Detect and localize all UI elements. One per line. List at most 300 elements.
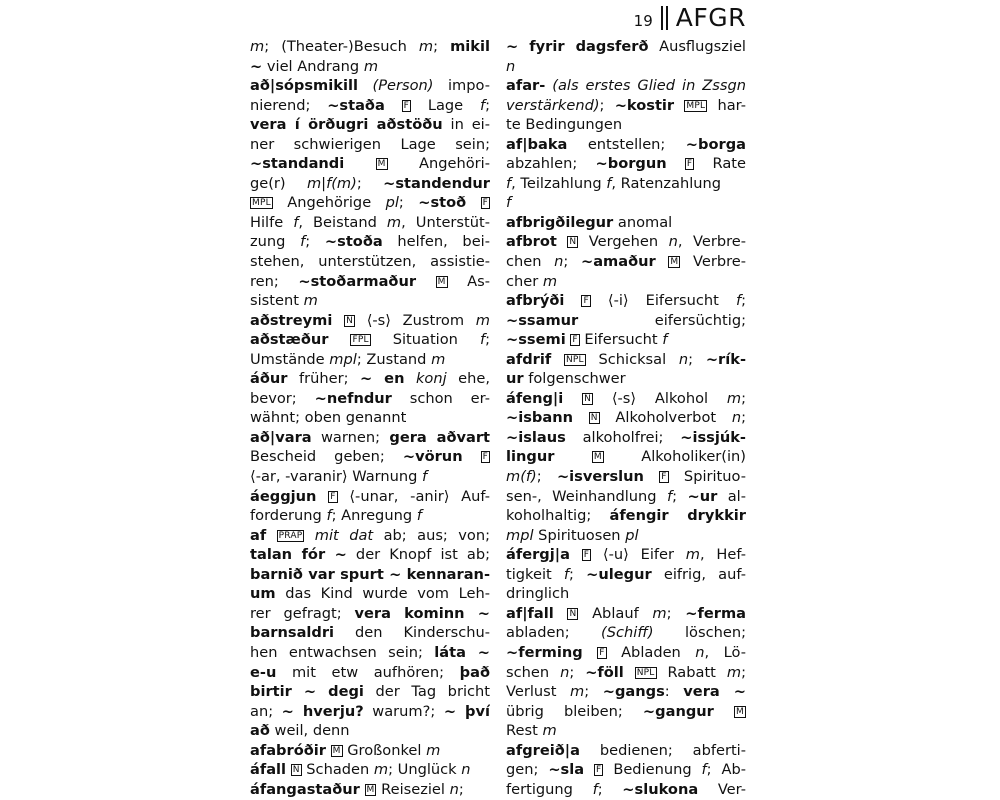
gender-badge: N	[346, 315, 354, 326]
italic-label: m	[726, 389, 742, 407]
entry-line	[506, 623, 746, 643]
entry-text: :	[664, 683, 684, 701]
italic-label: m	[418, 38, 434, 55]
entry-text	[466, 194, 480, 211]
italic-label: n	[461, 761, 471, 779]
italic-label: m	[363, 57, 379, 75]
entry-text	[624, 664, 635, 681]
headword: ~isbann	[506, 409, 573, 427]
entry-text: viel Andrang	[262, 57, 364, 75]
gender-badge: MPL	[686, 100, 706, 111]
entry-line	[250, 369, 490, 389]
italic-label: konj	[415, 370, 447, 388]
entry-text: impo-	[433, 77, 490, 95]
entry-text: alkoholfrei;	[565, 428, 681, 446]
italic-label: f	[300, 233, 306, 251]
entry-text: ehe,	[446, 370, 490, 388]
entry-line	[250, 604, 490, 624]
entry-text: ;	[485, 331, 490, 349]
headword: afar-	[506, 77, 546, 95]
entry-text	[554, 448, 591, 465]
entry-text: ;	[666, 604, 686, 622]
entry-text: Situation	[370, 331, 480, 349]
entry-text: den Kinderschu-	[334, 624, 490, 642]
entry-text: , Hef-	[700, 546, 746, 564]
entry-line	[250, 526, 490, 546]
headword: ~standandi	[250, 155, 345, 173]
gender-badge: M	[366, 784, 375, 795]
entry-text: , Ratenzahlung	[611, 174, 722, 192]
entry-line	[250, 37, 490, 57]
gender-badge: F	[583, 296, 589, 307]
headword: afbrýði	[506, 292, 565, 310]
entry-text	[385, 97, 402, 114]
entry-line	[506, 76, 746, 96]
entry-text: tigkeit	[506, 565, 564, 583]
entry-line	[250, 174, 490, 194]
headword: vera í örðugri aðstöðu	[250, 116, 443, 134]
entry-line	[250, 428, 490, 448]
gender-badge: N	[584, 393, 592, 404]
entry-line	[250, 115, 490, 135]
entry-text: Hilfe	[250, 213, 294, 231]
italic-label: f	[592, 780, 598, 798]
entry-text: ge(r)	[250, 174, 307, 192]
page-header	[600, 2, 746, 32]
entry-line	[506, 232, 746, 252]
headword: vera ~	[683, 683, 746, 701]
entry-text: eifersüchtig;	[578, 311, 746, 329]
entry-line	[506, 760, 746, 780]
headword: ~staða	[327, 96, 385, 114]
headword: ~gangs	[602, 683, 665, 701]
entry-line	[506, 96, 746, 116]
headword: afabróðir	[250, 741, 326, 759]
entry-text: ;	[433, 38, 451, 55]
page-number: 19	[633, 12, 653, 30]
entry-text: ;	[536, 468, 557, 486]
entry-text: ;	[597, 780, 623, 798]
gender-badge: M	[377, 159, 386, 170]
entry-text: nierend;	[250, 96, 328, 114]
entry-line	[250, 623, 490, 643]
entry-text: ;	[305, 233, 325, 251]
entry-line	[250, 584, 490, 604]
entry-text	[583, 644, 597, 661]
entry-text: warnen;	[311, 428, 390, 446]
entry-text: schon er-	[391, 389, 490, 407]
entry-text	[714, 703, 734, 720]
entry-line	[506, 213, 746, 233]
entry-text: schen	[506, 663, 561, 681]
entry-line	[250, 154, 490, 174]
headword: aðstæður	[250, 331, 329, 349]
entry-line	[250, 702, 490, 722]
entry-line	[506, 408, 746, 428]
entry-text: ab; aus; von;	[373, 526, 490, 544]
entry-line	[506, 389, 746, 409]
entry-line	[506, 350, 746, 370]
entry-text: sistent	[250, 292, 304, 310]
entry-line	[250, 565, 490, 585]
italic-label: m(f)	[506, 468, 537, 486]
headword: ~ur	[687, 487, 718, 505]
headword: ~issjúk-	[680, 428, 746, 446]
italic-label: m	[426, 741, 441, 759]
italic-label: f	[606, 174, 612, 192]
entry-text: zung	[250, 233, 301, 251]
italic-label: (als erstes Glied in Zssgn	[552, 77, 746, 95]
entry-text	[332, 312, 344, 329]
entry-text: Bescheid geben;	[250, 448, 403, 466]
headword: ~ fyrir dagsferð	[506, 38, 649, 55]
gender-badge: F	[482, 452, 488, 463]
dictionary-column-left	[250, 37, 490, 799]
headword: af|baka	[506, 135, 568, 153]
entry-text: Verbre-	[680, 253, 746, 271]
entry-text: an;	[250, 702, 282, 720]
italic-label: f	[662, 331, 668, 349]
entry-text: Spirituosen	[533, 526, 626, 544]
entry-text: der Knopf ist ab;	[346, 546, 490, 564]
headword: að|sópsmikill	[250, 77, 358, 95]
entry-line	[506, 37, 746, 57]
entry-text: abladen;	[506, 624, 602, 642]
italic-label: mpl	[329, 350, 357, 368]
gender-badge: F	[661, 472, 667, 483]
entry-line	[250, 447, 490, 467]
entry-text: weil, denn	[269, 722, 350, 740]
entry-line	[506, 174, 746, 194]
entry-text: dringlich	[506, 585, 570, 603]
entry-text: ⟨-ar, -varanir⟩ Warnung	[250, 468, 423, 486]
entry-line	[250, 311, 490, 331]
entry-text: bedienen; abferti-	[579, 741, 746, 759]
entry-text: Großonkel	[342, 741, 427, 759]
headword: áeggjun	[250, 487, 317, 505]
entry-text: Alkoholverbot	[599, 409, 732, 427]
gender-badge: N	[292, 765, 300, 776]
entry-line	[250, 57, 490, 77]
entry-text	[416, 273, 436, 290]
headword: ~ því	[443, 702, 490, 720]
headword: um	[250, 585, 276, 603]
entry-text: Angehörige	[272, 194, 386, 212]
entry-line	[250, 389, 490, 409]
entry-text	[328, 331, 350, 348]
entry-text: löschen;	[653, 624, 746, 642]
entry-text	[316, 488, 328, 505]
headword: gera aðvart	[389, 428, 490, 446]
entry-text: Reiseziel	[376, 780, 450, 798]
entry-text	[404, 370, 416, 387]
entry-line	[506, 643, 746, 663]
entry-text	[557, 233, 568, 250]
headword: áfall	[250, 761, 287, 779]
entry-text: Umstände	[250, 350, 330, 368]
entry-line	[506, 702, 746, 722]
headword: ~ferming	[506, 643, 583, 661]
headword: áfengir drykkir	[609, 507, 746, 525]
entry-text: te Bedingungen	[506, 116, 623, 134]
entry-text: ⟨-unar, -anir⟩ Auf-	[337, 487, 490, 505]
italic-label: f	[506, 174, 512, 192]
entry-text: ;	[485, 96, 490, 114]
gender-badge: PRÄP	[278, 530, 303, 541]
entry-text: ;	[569, 663, 586, 681]
entry-line	[506, 565, 746, 585]
gender-badge: F	[330, 491, 336, 502]
headword: ~slukona	[622, 780, 699, 798]
entry-line	[250, 682, 490, 702]
entry-text: ; Zustand	[356, 350, 432, 368]
entry-line	[506, 682, 746, 702]
headword: afbrigðilegur	[506, 213, 614, 231]
headword: ~gangur	[642, 702, 714, 720]
italic-label: m	[652, 604, 667, 622]
entry-text: der Tag bricht	[363, 683, 490, 701]
italic-label: f	[506, 194, 512, 212]
gender-badge: F	[583, 550, 590, 561]
entry-text: ; (Theater-)Besuch	[264, 38, 419, 55]
gender-badge: NPL	[636, 667, 655, 678]
entry-text: Ausflugsziel	[648, 38, 746, 55]
headword: ~borga	[685, 135, 746, 153]
entry-text: Eifersucht	[579, 331, 663, 349]
entry-text	[344, 155, 375, 172]
italic-label: n	[449, 780, 459, 798]
headword: aðstreymi	[250, 311, 333, 329]
entry-text	[667, 155, 685, 172]
headword: ~ulegur	[586, 565, 652, 583]
guide-word: AFGR	[675, 3, 746, 32]
gender-badge: N	[569, 237, 577, 248]
entry-text: chen	[506, 253, 555, 271]
entry-line	[506, 663, 746, 683]
headword: ~borgun	[595, 155, 667, 173]
entry-text: ⟨-u⟩ Eifer	[591, 546, 686, 564]
entry-line	[250, 76, 490, 96]
italic-label: f	[416, 507, 422, 525]
entry-line	[250, 272, 490, 292]
entry-line	[250, 760, 490, 780]
italic-label: f	[735, 292, 742, 310]
entry-line	[506, 311, 746, 331]
entry-text: warum?;	[363, 702, 444, 720]
headword: ~	[250, 57, 263, 75]
entry-text: stehen, unterstützen, assistie-	[250, 253, 490, 271]
entry-line	[250, 252, 490, 272]
entry-text: Schicksal	[585, 350, 679, 368]
gender-badge: F	[599, 647, 605, 658]
entry-line	[250, 545, 490, 565]
entry-line	[250, 193, 490, 213]
headword: áfeng|i	[506, 389, 564, 407]
entry-text: Lage	[411, 96, 480, 114]
italic-label: f	[422, 468, 428, 486]
headword: ~stoð	[418, 194, 467, 212]
entry-text: Alkoholiker(in)	[603, 448, 746, 466]
entry-text	[554, 605, 568, 622]
entry-text: ;	[356, 174, 384, 192]
entry-line	[506, 721, 746, 741]
gender-badge: MPL	[252, 198, 271, 209]
gender-badge: F	[572, 335, 578, 346]
entry-line	[506, 154, 746, 174]
italic-label: (Schiff)	[601, 624, 654, 642]
entry-line	[250, 643, 490, 663]
headword: e-u	[250, 663, 277, 681]
entry-text: hen entwachsen sein;	[250, 643, 435, 661]
italic-label: f	[479, 331, 486, 349]
entry-text: Schaden	[301, 761, 374, 779]
italic-label: f	[701, 761, 707, 779]
gender-badge: F	[482, 198, 489, 209]
entry-line	[506, 447, 746, 467]
entry-text: ; Ab-	[706, 761, 746, 779]
entry-line	[250, 487, 490, 507]
entry-line	[506, 272, 746, 292]
entry-line	[506, 584, 746, 604]
headword: af|fall	[506, 604, 554, 622]
entry-text: Ver-	[698, 780, 746, 798]
italic-label: m	[386, 213, 402, 231]
italic-label: m|f(m)	[306, 174, 357, 192]
italic-label: m	[685, 546, 700, 564]
headword: ~stoðarmaður	[298, 272, 417, 290]
headword: ~nefndur	[314, 389, 392, 407]
headword: ~föll	[585, 663, 624, 681]
italic-label: f	[293, 213, 299, 231]
gender-badge: M	[593, 452, 602, 463]
entry-line	[250, 721, 490, 741]
headword: afdrif	[506, 350, 552, 368]
entry-text: ;	[398, 194, 419, 212]
entry-text: ⟨-i⟩ Eifersucht	[590, 292, 736, 310]
italic-label: f	[479, 96, 486, 114]
entry-line	[506, 545, 746, 565]
italic-label: n	[678, 350, 689, 368]
entry-line	[250, 741, 490, 761]
headword: ~vörun	[402, 448, 463, 466]
entry-text: eifrig, auf-	[651, 565, 746, 583]
headword: áfangastaður	[250, 780, 360, 798]
entry-text: helfen, bei-	[382, 233, 490, 251]
entry-text	[570, 546, 582, 563]
headword: ~ en	[360, 370, 405, 388]
headword: birtir ~ degi	[250, 683, 364, 701]
entry-text: ;	[458, 780, 464, 798]
italic-label: f	[326, 507, 332, 525]
entry-text: Rabatt	[656, 663, 727, 681]
entry-line	[506, 487, 746, 507]
entry-text: Bedienung	[603, 761, 702, 779]
italic-label: m	[475, 311, 490, 329]
gender-badge: N	[590, 413, 598, 424]
entry-text: fertigung	[506, 780, 593, 798]
italic-label: m	[250, 38, 265, 55]
entry-text: früher;	[287, 370, 360, 388]
headword: barnsaldri	[250, 624, 335, 642]
entry-line	[506, 604, 746, 624]
entry-text: ;	[599, 96, 615, 114]
italic-label: m	[431, 350, 446, 368]
entry-text: ;	[688, 350, 706, 368]
gender-badge: N	[569, 608, 577, 619]
entry-text: ;	[741, 389, 746, 407]
entry-line	[250, 213, 490, 233]
entry-text: mit etw aufhören;	[276, 663, 460, 681]
entry-line	[250, 408, 490, 428]
entry-line	[250, 135, 490, 155]
entry-line	[250, 467, 490, 487]
entry-text: ;	[741, 663, 746, 681]
entry-line	[506, 526, 746, 546]
italic-label: m	[542, 722, 557, 740]
entry-line	[506, 115, 746, 135]
entry-text: forderung	[250, 507, 327, 525]
gender-badge: M	[437, 276, 446, 287]
entry-line	[250, 232, 490, 252]
entry-text	[573, 409, 589, 426]
entry-text: har-	[707, 96, 746, 114]
entry-text: ; Unglück	[388, 761, 462, 779]
entry-text: ;	[584, 683, 603, 701]
headword: lingur	[506, 448, 555, 466]
italic-label: n	[695, 643, 705, 661]
headword: ~stoða	[324, 233, 383, 251]
headword: ~sla	[548, 761, 585, 779]
italic-label: verstärkend)	[506, 96, 600, 114]
entry-line	[250, 663, 490, 683]
entry-text: , Teilzahlung	[511, 174, 607, 192]
gender-badge: NPL	[565, 354, 584, 365]
italic-label: f	[563, 565, 570, 583]
headword: áfergj|a	[506, 546, 570, 564]
headword: ~ hverju?	[281, 702, 364, 720]
entry-text	[584, 761, 594, 778]
entry-line	[506, 369, 746, 389]
entry-line	[506, 252, 746, 272]
entry-text: Verlust	[506, 683, 571, 701]
gender-badge: FPL	[352, 335, 369, 346]
headword: afgreið|a	[506, 741, 580, 759]
headword: af	[250, 526, 267, 544]
italic-label: n	[668, 233, 678, 251]
entry-text: sen-, Weinhandlung	[506, 487, 667, 505]
headword: það	[459, 663, 490, 681]
italic-label: mpl	[506, 526, 534, 544]
entry-text: ⟨-s⟩ Zustrom	[355, 311, 476, 329]
entry-text: abzahlen;	[506, 155, 596, 173]
entry-line	[506, 135, 746, 155]
headword: ~amaður	[580, 253, 656, 271]
italic-label: (Person)	[372, 77, 434, 95]
entry-line	[506, 291, 746, 311]
entry-text: ;	[741, 409, 746, 427]
italic-label: n	[554, 253, 564, 271]
entry-line	[506, 428, 746, 448]
entry-text: Angehöri-	[387, 155, 490, 173]
italic-label: m	[303, 292, 318, 310]
entry-line	[250, 291, 490, 311]
entry-text	[463, 448, 481, 465]
entry-text: al-	[717, 487, 746, 505]
headword: ur	[506, 370, 524, 388]
entry-text: entstellen;	[567, 135, 686, 153]
double-bar-separator	[661, 6, 668, 30]
entry-text	[266, 527, 276, 544]
